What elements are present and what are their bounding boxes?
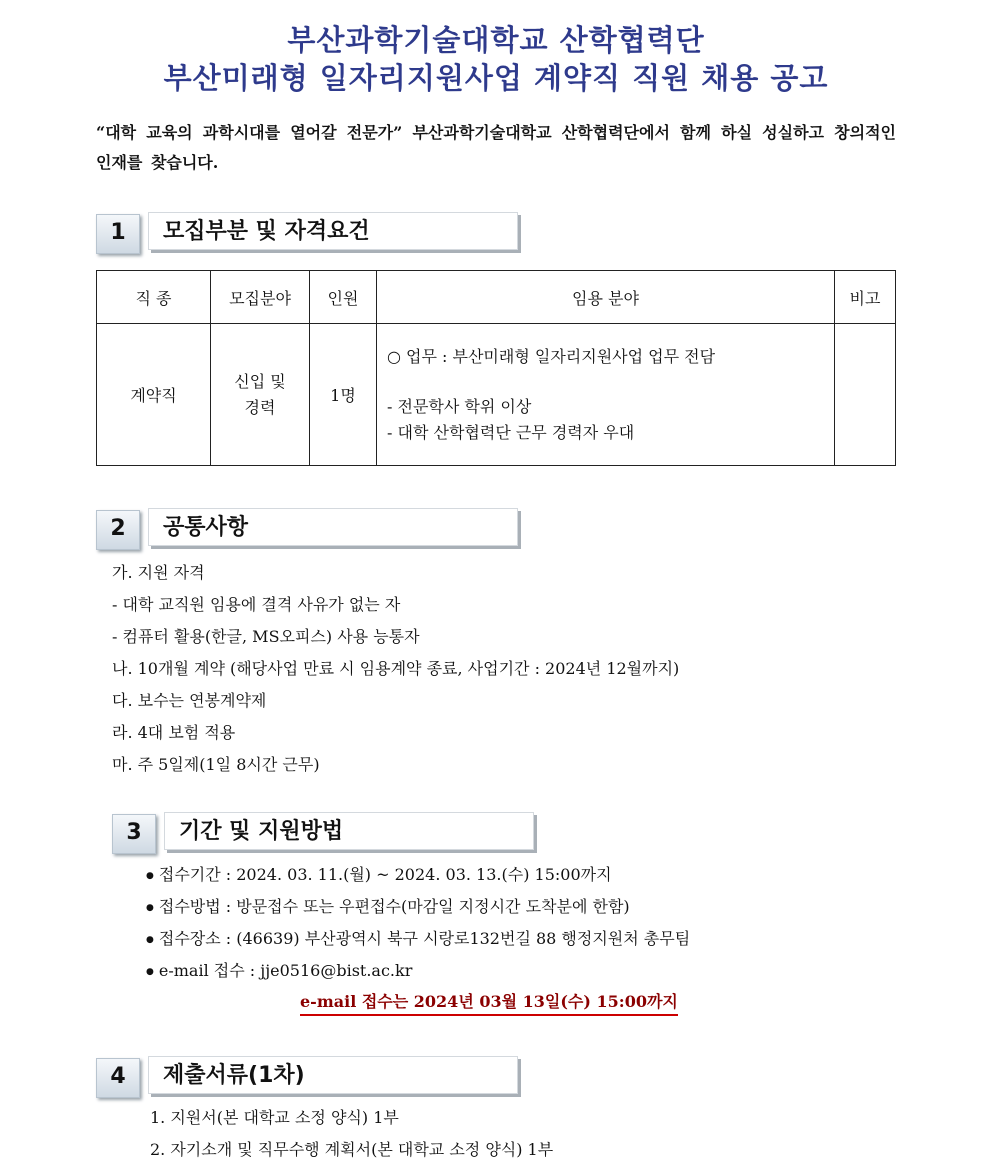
list-item: 마. 주 5일제(1일 8시간 근무)	[112, 755, 320, 774]
list-item: 라. 4대 보험 적용	[112, 723, 236, 742]
list-item: ● 접수기간 : 2024. 03. 11.(월) ~ 2024. 03. 13.(수) 15:00까지	[146, 859, 690, 891]
email-deadline-note: e-mail 접수는 2024년 03월 13일(수) 15:00까지	[300, 990, 678, 1016]
cell-count: 1명	[310, 324, 377, 466]
cell-field: 신입 및 경력	[211, 324, 310, 466]
duty-main: ○ 업무 : 부산미래형 일자리지원사업 업무 전담	[387, 346, 716, 366]
documents-list	[150, 1102, 553, 1166]
section-number: 2	[96, 510, 140, 550]
col-header-remark: 비고	[835, 271, 896, 324]
list-item: 2. 자기소개 및 직무수행 계획서(본 대학교 소정 양식) 1부	[150, 1140, 554, 1159]
application-list	[146, 859, 690, 987]
col-header-field: 모집분야	[211, 271, 310, 324]
section-title: 기간 및 지원방법	[164, 812, 534, 850]
list-item: ● 접수장소 : (46639) 부산광역시 북구 시랑로132번길 88 행정지원처 총무팀	[146, 923, 690, 955]
section-header-2	[96, 508, 536, 552]
page-title-line2: 부산미래형 일자리지원사업 계약직 직원 채용 공고	[163, 61, 829, 95]
section-header-1	[96, 212, 536, 256]
cell-remark	[835, 324, 896, 466]
duty-requirement: - 전문학사 학위 이상	[387, 396, 532, 416]
common-items-list	[112, 557, 679, 781]
col-header-count: 인원	[310, 271, 377, 324]
section-header-3	[112, 812, 552, 856]
list-item: ● e-mail 접수 : jje0516@bist.ac.kr	[146, 955, 690, 987]
list-item: 나. 10개월 계약 (해당사업 만료 시 임용계약 종료, 사업기간 : 2024년 12월까지)	[112, 659, 680, 678]
cell-job-type: 계약직	[97, 324, 211, 466]
section-header-4	[96, 1056, 536, 1100]
section-title: 제출서류(1차)	[148, 1056, 518, 1094]
section-number: 4	[96, 1058, 140, 1098]
cell-duty	[377, 324, 835, 466]
section-number: 1	[96, 214, 140, 254]
list-item: 다. 보수는 연봉계약제	[112, 691, 267, 710]
table-row	[97, 324, 896, 466]
table-header-row	[97, 271, 896, 324]
list-item: 가. 지원 자격	[112, 563, 205, 582]
list-item: ● 접수방법 : 방문접수 또는 우편접수(마감일 지정시간 도착분에 한함)	[146, 891, 690, 923]
col-header-job-type: 직 종	[97, 271, 211, 324]
list-item: - 대학 교직원 임용에 결격 사유가 없는 자	[112, 595, 401, 614]
intro-text: “대학 교육의 과학시대를 열어갈 전문가” 부산과학기술대학교 산학협력단에서 함께 하실 성실하고 창의적인 인재를 찾습니다.	[96, 123, 896, 172]
recruitment-table	[96, 270, 896, 466]
section-title: 공통사항	[148, 508, 518, 546]
section-title: 모집부분 및 자격요건	[148, 212, 518, 250]
col-header-duty: 임용 분야	[377, 271, 835, 324]
list-item: - 컴퓨터 활용(한글, MS오피스) 사용 능통자	[112, 627, 420, 646]
page-title-line1: 부산과학기술대학교 산학협력단	[287, 23, 705, 57]
duty-requirement: - 대학 산학협력단 근무 경력자 우대	[387, 422, 635, 442]
list-item: 1. 지원서(본 대학교 소정 양식) 1부	[150, 1108, 399, 1127]
section-number: 3	[112, 814, 156, 854]
